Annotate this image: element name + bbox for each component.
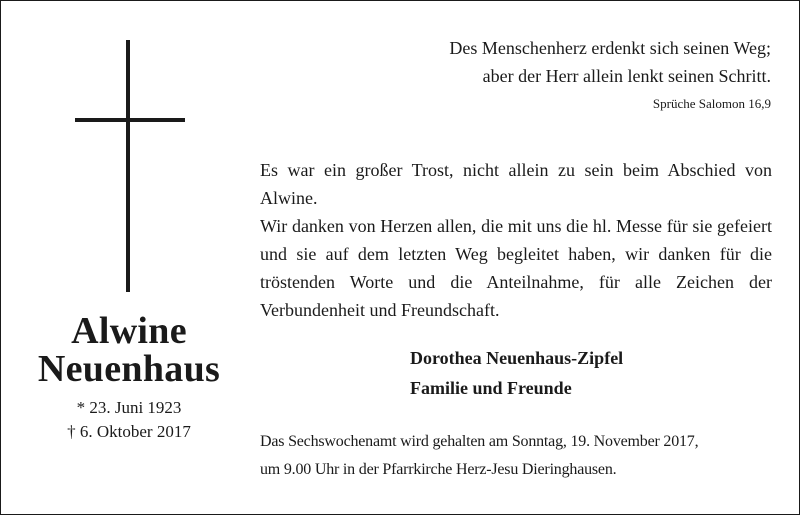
death-date: † 6. Oktober 2017 — [67, 422, 191, 441]
life-dates — [0, 396, 258, 444]
service-line-2: um 9.00 Uhr in der Pfarrkirche Herz-Jesu Dieringhausen. — [260, 461, 617, 478]
signers — [410, 343, 623, 403]
signer-line-2: Familie und Freunde — [410, 378, 572, 398]
birth-date: * 23. Juni 1923 — [76, 398, 182, 417]
cross-horizontal-bar — [75, 118, 185, 122]
thank-you-message — [260, 156, 772, 324]
cross-vertical-bar — [126, 40, 130, 292]
signer-line-1: Dorothea Neuenhaus-Zipfel — [410, 348, 624, 368]
quote-source: Sprüche Salomon 16,9 — [652, 96, 771, 111]
message-paragraph-2: Wir danken von Herzen allen, die mit uns die hl. Messe für sie gefeiert und sie auf dem letzten Weg begleitet haben, wir danken für die tröstenden Worte und die Anteilnahme, für alle Zeichen der Verbundenheit und Freundschaft. — [260, 216, 772, 320]
deceased-name — [0, 312, 258, 388]
last-name: Neuenhaus — [37, 348, 221, 390]
quote-line-1: Des Menschenherz erdenkt sich seinen Weg; — [449, 38, 771, 58]
bible-quote — [449, 34, 771, 114]
message-paragraph-1: Es war ein großer Trost, nicht allein zu sein beim Abschied von Alwine. — [260, 160, 772, 208]
quote-line-2: aber der Herr allein lenkt seinen Schritt. — [482, 66, 771, 86]
first-name: Alwine — [71, 310, 187, 352]
service-announcement — [260, 428, 774, 484]
service-line-1: Das Sechswochenamt wird gehalten am Sonntag, 19. November 2017, — [260, 433, 699, 450]
